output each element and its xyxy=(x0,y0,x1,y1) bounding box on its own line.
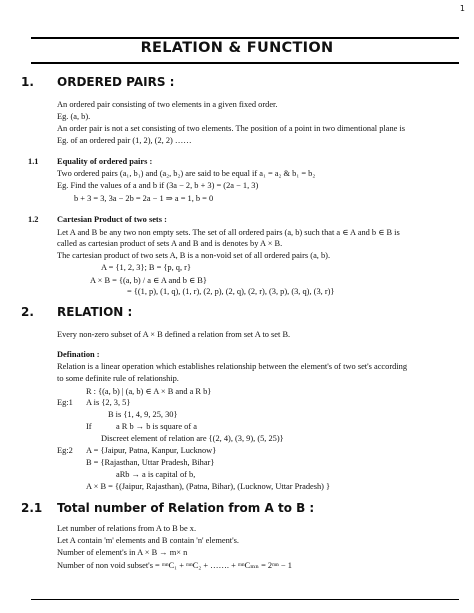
section-2-number: 2. xyxy=(21,305,34,319)
title-top-rule xyxy=(31,37,459,39)
s21-text-2: Let A contain 'm' elements and B contain 'n' element's. xyxy=(57,536,239,545)
s2-text-2: Relation is a linear operation which establishes relationship between the element's of two set's according xyxy=(57,362,408,371)
page-title: RELATION & FUNCTION xyxy=(140,40,334,56)
section-2-title: RELATION : xyxy=(57,305,133,319)
section-1-number: 1. xyxy=(21,75,34,89)
eg1-label: Eg:1 xyxy=(57,398,73,407)
s12-product-result: = {(1, p), (1, q), (1, r), (2, p), (2, q), (2, r), (3, p), (3, q), (3, r)} xyxy=(127,287,335,296)
eg1-set-b: B is {1, 4, 9, 25, 30} xyxy=(108,410,178,419)
s21-text-1: Let number of relations from A to B be x. xyxy=(57,524,197,533)
bottom-rule xyxy=(31,599,459,600)
s11-number: 1.1 xyxy=(28,157,39,166)
page-number: 1 xyxy=(459,4,465,13)
s12-product-def: A × B = {(a, b) / a ∈ A and b ∈ B} xyxy=(90,276,207,285)
s1-text-3: An order pair is not a set consisting of two elements. The position of a point in two dimentional plane is xyxy=(57,124,406,133)
title-bottom-rule xyxy=(31,62,459,64)
s2-relation-def: R : {(a, b) | (a, b) ∈ A × B and a R b} xyxy=(86,387,212,396)
eg2-set-a: A = {Jaipur, Patna, Kanpur, Lucknow} xyxy=(86,446,217,455)
section-1-heading xyxy=(21,75,174,89)
s2-text-1: Every non-zero subset of A × B defined a relation from set A to set B. xyxy=(57,330,291,339)
section-2-1-number: 2.1 xyxy=(21,501,43,515)
section-2-1-heading xyxy=(21,501,314,515)
eg1-set-a: A is {2, 3, 5} xyxy=(86,398,131,407)
s1-text-4: Eg. of an ordered pair (1, 2), (2, 2) …… xyxy=(57,136,192,145)
s12-text-1: Let A and B be any two non empty sets. The set of all ordered pairs (a, b) such that a ∈ A and b ∈ B is xyxy=(57,228,400,237)
eg1-result: Discreet element of relation are {(2, 4), (3, 9), (5, 25)} xyxy=(101,434,284,443)
eg2-set-b: B = {Rajasthan, Uttar Pradesh, Bihar} xyxy=(86,458,215,467)
eg1-if: If xyxy=(86,422,92,431)
eg2-rule: aRb → a is capital of b, xyxy=(116,470,196,479)
eg2-label: Eg:2 xyxy=(57,446,73,455)
s11-heading: Equality of ordered pairs : xyxy=(57,157,153,166)
eg2-product: A × B = {(Jaipur, Rajasthan), (Patna, Bihar), (Lucknow, Uttar Pradesh) } xyxy=(86,482,331,491)
s12-heading: Cartesian Product of two sets : xyxy=(57,215,167,224)
section-1-title: ORDERED PAIRS : xyxy=(57,75,175,89)
s1-text-2: Eg. (a, b). xyxy=(57,112,91,121)
s12-text-3: The cartesian product of two sets A, B is a non-void set of all ordered pairs (a, b). xyxy=(57,251,331,260)
s21-text-3: Number of element's in A × B → m× n xyxy=(57,548,188,557)
s12-number: 1.2 xyxy=(28,215,39,224)
section-2-1-title: Total number of Relation from A to B : xyxy=(57,501,315,515)
s2-text-3: to some definite rule of relationship. xyxy=(57,374,179,383)
s21-text-4: Number of non void subset's = ᵐⁿC₁ + ᵐⁿC₂ + ……. + ᵐⁿCₘₙ = 2ᵐⁿ − 1 xyxy=(57,561,292,570)
s12-sets: A = {1, 2, 3}; B = {p, q, r} xyxy=(101,263,191,272)
s11-text-1: Two ordered pairs (a₁, b₁) and (a₂, b₂) are said to be equal if a₁ = a₂ & b₁ = b₂ xyxy=(57,169,316,178)
section-2-heading xyxy=(21,305,132,319)
s1-text-1: An ordered pair consisting of two elements in a given fixed order. xyxy=(57,100,278,109)
eg1-rule: a R b → b is square of a xyxy=(116,422,197,431)
s11-text-3: b + 3 = 3, 3a − 2b = 2a − 1 ⇒ a = 1, b = 0 xyxy=(74,194,214,203)
s12-text-2: called as cartesian product of sets A and B and is denotes by A × B. xyxy=(57,239,283,248)
s2-definition-heading: Defination : xyxy=(57,350,100,359)
s11-text-2: Eg. Find the values of a and b if (3a − 2, b + 3) = (2a − 1, 3) xyxy=(57,181,259,190)
